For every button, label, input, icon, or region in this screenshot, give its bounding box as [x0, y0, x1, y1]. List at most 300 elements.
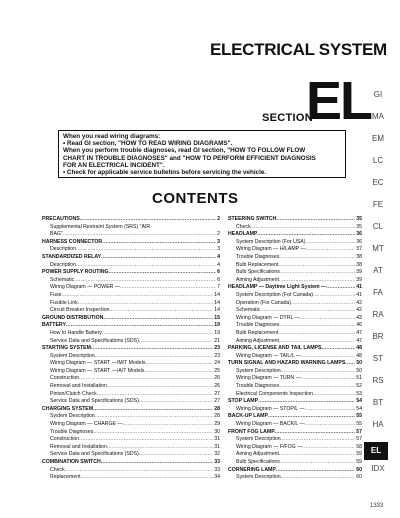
toc-entry-page: 33 [214, 466, 220, 473]
toc-entry[interactable] [228, 239, 362, 247]
toc-entry[interactable] [228, 383, 362, 391]
toc-entry-page: 60 [356, 474, 362, 481]
toc-entry[interactable] [228, 421, 362, 429]
toc-entry[interactable] [42, 216, 220, 224]
toc-entry-label: Aiming Adjustment [236, 337, 279, 344]
toc-entry-page: 15 [214, 314, 220, 321]
toc-entry-label: HARNESS CONNECTOR [42, 238, 103, 245]
toc-entry-page: 2 [217, 216, 220, 222]
toc-entry-page: 38 [356, 253, 362, 260]
toc-entry[interactable] [42, 330, 220, 338]
toc-entry-page: 6 [217, 276, 220, 283]
toc-entry-label: PARKING, LICENSE AND TAIL LAMPS [228, 345, 322, 352]
toc-entry-label: System Description [236, 436, 281, 443]
toc-leader-dots [144, 368, 213, 376]
toc-leader-dots [145, 360, 213, 368]
toc-leader-dots [345, 360, 355, 368]
toc-entry-page: 42 [356, 299, 362, 306]
toc-entry-label: Trouble Diagnoses [236, 253, 280, 260]
toc-entry-label: STEERING SWITCH [228, 216, 277, 222]
toc-entry-page: 42 [356, 307, 362, 314]
toc-entry-page: 35 [356, 223, 362, 230]
toc-entry[interactable] [228, 429, 362, 437]
toc-entry-page: 26 [214, 383, 220, 390]
toc-entry-page: 4 [217, 253, 220, 260]
toc-entry-page: 48 [356, 352, 362, 359]
section-tab-rs[interactable]: RS [372, 376, 384, 385]
toc-leader-dots [79, 375, 213, 383]
section-tab-lc[interactable]: LC [372, 156, 384, 165]
toc-entry[interactable] [228, 307, 362, 315]
toc-entry-page: 28 [214, 413, 220, 420]
toc-entry-label: Trouble Diagnoses [50, 428, 94, 435]
toc-leader-dots [280, 459, 355, 467]
toc-entry-page: 47 [356, 329, 362, 336]
toc-entry-page: 59 [356, 451, 362, 458]
toc-entry-page: 41 [356, 284, 362, 291]
toc-entry[interactable] [228, 360, 362, 368]
toc-entry[interactable] [42, 239, 220, 247]
toc-entry[interactable] [42, 292, 220, 300]
toc-entry-label: BATTERY [42, 322, 66, 329]
toc-entry-page: 57 [356, 428, 362, 435]
toc-entry-page: 3 [217, 246, 220, 253]
toc-leader-dots [66, 322, 213, 330]
toc-entry-label: FRONT FOG LAMP [228, 428, 275, 435]
toc-entry-page: 50 [356, 360, 362, 367]
toc-entry[interactable] [228, 269, 362, 277]
toc-leader-dots [139, 451, 213, 459]
toc-entry-page: 14 [214, 307, 220, 314]
toc-entry-label: Wiring Diagram — CHARGE — [50, 421, 123, 428]
toc-entry[interactable] [42, 284, 220, 292]
toc-entry-label: Wiring Diagram — POWER — [50, 284, 121, 291]
toc-entry-label: Construction [50, 436, 80, 443]
toc-entry-label: HEADLAMP — Daytime Light System — [228, 284, 327, 291]
toc-entry[interactable] [228, 216, 362, 224]
toc-entry[interactable] [42, 254, 220, 262]
toc-entry-label: Service Data and Specifications (SDS) [50, 451, 139, 458]
toc-leader-dots [301, 353, 355, 361]
notice-line: FOR AN ELECTRICAL INCIDENT". [63, 161, 165, 169]
toc-leader-dots [120, 284, 216, 292]
toc-entry-page: 60 [356, 466, 362, 473]
toc-entry[interactable] [42, 451, 220, 459]
toc-leader-dots [279, 383, 355, 391]
toc-entry-page: 32 [214, 451, 220, 458]
toc-entry-page: 30 [214, 428, 220, 435]
toc-entry-label: BAG" [50, 231, 63, 238]
toc-entry-page: 24 [214, 360, 220, 367]
toc-leader-dots [306, 246, 356, 254]
toc-entry[interactable] [42, 368, 220, 376]
toc-entry-page: 54 [356, 405, 362, 412]
section-tab-mt[interactable]: MT [372, 244, 384, 253]
toc-leader-dots [76, 262, 216, 270]
toc-entry[interactable] [228, 375, 362, 383]
toc-entry-label: How to Handle Battery [50, 329, 102, 336]
toc-entry[interactable] [42, 322, 220, 330]
toc-leader-dots [95, 413, 214, 421]
toc-entry[interactable] [228, 451, 362, 459]
toc-leader-dots [276, 467, 355, 475]
toc-leader-dots [305, 239, 355, 247]
toc-leader-dots [103, 315, 213, 323]
toc-leader-dots [280, 269, 355, 277]
toc-entry-page: 43 [356, 314, 362, 321]
toc-leader-dots [109, 269, 217, 277]
toc-leader-dots [279, 338, 355, 346]
document-title: ELECTRICAL SYSTEM [210, 40, 387, 59]
toc-entry[interactable] [228, 368, 362, 376]
section-tab-ma[interactable]: MA [372, 112, 384, 121]
toc-entry[interactable] [228, 330, 362, 338]
toc-entry[interactable] [228, 474, 362, 482]
section-tab-cl[interactable]: CL [372, 222, 384, 231]
toc-entry-label: Description [50, 261, 76, 268]
toc-entry-page: 14 [214, 299, 220, 306]
toc-entry-label: Bulb Replacement [236, 329, 279, 336]
toc-entry[interactable] [42, 345, 220, 353]
toc-leader-dots [258, 398, 355, 406]
toc-entry[interactable] [228, 224, 362, 232]
toc-leader-dots [81, 474, 214, 482]
toc-entry-label: COMBINATION SWITCH [42, 459, 101, 465]
toc-entry[interactable] [228, 322, 362, 330]
toc-entry[interactable] [42, 391, 220, 399]
toc-entry-page: 39 [356, 276, 362, 283]
toc-entry-label: System Description (For USA) [236, 238, 306, 245]
toc-entry-label: PRECAUTIONS [42, 216, 80, 222]
toc-entry-page: 21 [214, 337, 220, 344]
toc-entry-label: System Description [50, 352, 95, 359]
section-tab-br[interactable]: BR [372, 332, 384, 341]
section-tab-gi[interactable]: GI [373, 90, 383, 99]
toc-leader-dots [300, 315, 355, 323]
toc-entry-label: HEADLAMP [228, 231, 258, 238]
toc-entry[interactable] [228, 353, 362, 361]
toc-entry-label: Operation (For Canada) [236, 299, 292, 306]
toc-entry[interactable] [42, 338, 220, 346]
toc-leader-dots [281, 368, 356, 376]
contents-heading: CONTENTS [152, 190, 239, 207]
toc-leader-dots [80, 216, 216, 224]
toc-entry-page: 41 [356, 291, 362, 298]
toc-leader-dots [281, 436, 356, 444]
toc-entry[interactable] [228, 292, 362, 300]
toc-leader-dots [76, 246, 216, 254]
toc-entry[interactable] [228, 315, 362, 323]
toc-entry-label: Wiring Diagram — H/LAMP — [236, 246, 306, 253]
toc-entry-label: CORNERING LAMP [228, 466, 276, 473]
section-tab-fe[interactable]: FE [372, 200, 384, 209]
section-tab-ra[interactable]: RA [372, 310, 384, 319]
toc-leader-dots [305, 421, 356, 429]
toc-entry-page: 27 [214, 390, 220, 397]
toc-leader-dots [313, 391, 355, 399]
toc-leader-dots [74, 277, 216, 285]
toc-entry[interactable] [42, 398, 220, 406]
toc-entry-page: 4 [217, 261, 220, 268]
toc-entry-page: 47 [356, 337, 362, 344]
toc-leader-dots [268, 413, 355, 421]
toc-entry[interactable] [42, 353, 220, 361]
toc-entry-label: Bulb Specifications [236, 459, 280, 465]
section-tab-bt[interactable]: BT [372, 398, 384, 407]
toc-entry-label: Wiring Diagram — DTRL — [236, 314, 300, 321]
toc-entry-label: Check [50, 466, 65, 473]
toc-entry-page: 31 [214, 436, 220, 443]
toc-entry-label: Supplemental Restraint System (SRS) "AIR [50, 223, 151, 230]
toc-entry-page: 37 [356, 246, 362, 253]
section-tab-em[interactable]: EM [372, 134, 384, 143]
section-code: EL [306, 71, 372, 131]
toc-entry[interactable] [42, 269, 220, 277]
toc-left-column [42, 216, 220, 482]
toc-leader-dots [291, 300, 355, 308]
toc-entry[interactable] [42, 436, 220, 444]
toc-leader-dots [101, 254, 216, 262]
toc-entry-page: 54 [356, 398, 362, 405]
toc-leader-dots [139, 338, 213, 346]
toc-entry[interactable] [42, 406, 220, 414]
toc-entry-label: Electrical Components Inspection [236, 390, 313, 397]
toc-right-column [228, 216, 362, 482]
toc-entry-label: Wiring Diagram — START —/M/T Models [50, 360, 146, 367]
toc-leader-dots [302, 444, 355, 452]
toc-leader-dots [93, 429, 213, 437]
toc-entry[interactable] [228, 406, 362, 414]
toc-entry-label: Replacement [50, 474, 81, 481]
toc-entry[interactable] [228, 284, 362, 292]
toc-entry-label: Aiming Adjustment [236, 451, 279, 458]
page-number: 1333 [370, 503, 384, 509]
toc-entry-page: 14 [214, 291, 220, 298]
toc-entry-page: 36 [356, 231, 362, 238]
toc-entry-label: Trouble Diagnoses [236, 383, 280, 390]
toc-entry-page: 55 [356, 421, 362, 428]
section-label: SECTION [262, 112, 313, 124]
notice-line: • Read GI section, "HOW TO READ WIRING DIAGRAMS". [63, 140, 233, 148]
toc-entry-page: 3 [217, 238, 220, 245]
toc-leader-dots [321, 345, 355, 353]
toc-entry[interactable] [42, 421, 220, 429]
toc-entry-label: Bulb Specifications [236, 269, 280, 276]
toc-leader-dots [279, 277, 355, 285]
toc-entry-page: 55 [356, 413, 362, 420]
toc-entry-label: System Description (For Canada) [236, 291, 313, 298]
toc-entry[interactable] [228, 459, 362, 467]
toc-entry-label: Removal and Installation [50, 383, 107, 390]
toc-leader-dots [251, 224, 356, 232]
toc-entry[interactable] [228, 254, 362, 262]
toc-entry-page: 6 [217, 269, 220, 276]
toc-leader-dots [281, 474, 356, 482]
toc-leader-dots [275, 429, 356, 437]
toc-leader-dots [107, 444, 213, 452]
toc-entry-label: Wiring Diagram — STOP/L — [236, 405, 305, 412]
toc-entry-label: Bulb Replacement [236, 261, 279, 268]
toc-entry-page: 50 [356, 367, 362, 374]
toc-entry[interactable] [228, 246, 362, 254]
toc-entry-page: 39 [356, 269, 362, 276]
toc-entry[interactable] [228, 444, 362, 452]
toc-entry-label: STOP LAMP [228, 398, 259, 405]
toc-entry[interactable] [42, 315, 220, 323]
toc-entry-label: Trouble Diagnoses [236, 322, 280, 329]
section-tab-ha[interactable]: HA [372, 420, 384, 429]
toc-entry[interactable] [228, 391, 362, 399]
toc-leader-dots [139, 398, 213, 406]
toc-entry-label: System Description [236, 474, 281, 481]
toc-leader-dots [278, 330, 355, 338]
toc-entry-label: STANDARDIZED RELAY [42, 253, 102, 260]
toc-entry[interactable] [42, 413, 220, 421]
toc-entry-label: Fuse [50, 291, 62, 298]
toc-entry[interactable] [228, 436, 362, 444]
toc-entry[interactable] [42, 474, 220, 482]
toc-entry-page: 46 [356, 322, 362, 329]
toc-entry-page: 59 [356, 459, 362, 465]
toc-entry-label: Pinion/Clutch Check [50, 390, 97, 397]
toc-leader-dots [279, 254, 355, 262]
toc-leader-dots [102, 239, 216, 247]
section-tab-fa[interactable]: FA [373, 288, 383, 297]
toc-entry-label: Check [236, 223, 251, 230]
notice-line: When you read wiring diagrams: [63, 133, 161, 140]
toc-leader-dots [326, 284, 355, 292]
toc-entry-page: 29 [214, 421, 220, 428]
toc-entry-page: 7 [217, 284, 220, 291]
toc-entry[interactable] [42, 459, 220, 467]
toc-entry-page: 48 [356, 345, 362, 352]
toc-entry[interactable] [42, 277, 220, 285]
toc-entry-label: BACK-UP LAMP [228, 413, 268, 420]
toc-entry[interactable] [42, 375, 220, 383]
toc-entry[interactable] [42, 224, 220, 232]
toc-entry[interactable] [42, 467, 220, 475]
toc-entry-label: Wiring Diagram — F/FOG — [236, 443, 303, 450]
toc-entry-label: Aiming Adjustment [236, 276, 279, 283]
section-tab-ec[interactable]: EC [372, 178, 384, 187]
toc-entry[interactable] [228, 262, 362, 270]
toc-entry-page: 2 [217, 231, 220, 238]
toc-leader-dots [65, 467, 214, 475]
toc-entry-page: 58 [356, 443, 362, 450]
toc-leader-dots [279, 451, 355, 459]
notice-line: CHART IN TROUBLE DIAGNOSES" and "HOW TO PERFORM EFFICIENT DIAGNOSIS [63, 154, 316, 162]
toc-entry-page: 38 [356, 261, 362, 268]
toc-leader-dots [102, 330, 213, 338]
toc-entry-label: Construction [50, 375, 80, 382]
toc-leader-dots [91, 345, 213, 353]
toc-entry[interactable] [42, 300, 220, 308]
toc-entry-page: 34 [214, 474, 220, 481]
toc-entry[interactable] [228, 467, 362, 475]
toc-entry[interactable] [42, 231, 220, 239]
toc-entry-label: Wiring Diagram — TAIL/L — [236, 352, 302, 359]
toc-leader-dots [123, 421, 214, 429]
toc-entry-page: 23 [214, 352, 220, 359]
toc-entry-label: CHARGING SYSTEM [42, 405, 94, 412]
toc-entry-label: Circuit Breaker Inspection [50, 307, 110, 314]
toc-leader-dots [109, 307, 213, 315]
toc-entry-label: STARTING SYSTEM [42, 345, 91, 352]
toc-entry[interactable] [42, 246, 220, 254]
section-tab-el[interactable]: EL [364, 442, 388, 460]
toc-entry[interactable] [42, 383, 220, 391]
section-tab-at[interactable]: AT [373, 266, 383, 275]
toc-entry-page: 57 [356, 436, 362, 443]
toc-entry-label: Schematic [236, 307, 261, 314]
toc-entry-label: GROUND DISTRIBUTION [42, 314, 104, 321]
toc-entry-label: TURN SIGNAL AND HAZARD WARNING LAMPS [228, 360, 346, 367]
toc-entry-page: 23 [214, 345, 220, 352]
toc-entry-label: Service Data and Specifications (SDS) [50, 398, 139, 405]
toc-entry-page: 28 [214, 405, 220, 412]
toc-entry[interactable] [42, 360, 220, 368]
section-tab-idx[interactable]: IDX [371, 464, 385, 473]
toc-entry[interactable] [228, 413, 362, 421]
toc-leader-dots [95, 353, 214, 361]
toc-leader-dots [97, 391, 214, 399]
toc-leader-dots [260, 307, 355, 315]
toc-entry-label: Fusible Link [50, 299, 78, 306]
section-tab-st[interactable]: ST [372, 354, 384, 363]
toc-entry-label: Description [50, 246, 76, 253]
toc-entry-page: 53 [356, 390, 362, 397]
toc-entry[interactable] [42, 444, 220, 452]
toc-entry-page: 19 [214, 329, 220, 336]
toc-entry-page: 35 [356, 216, 362, 222]
toc-entry-page: 51 [356, 375, 362, 382]
toc-entry-label: Wiring Diagram — START —/A/T Models [50, 367, 145, 374]
toc-entry-label: Wiring Diagram — BACK/L — [236, 421, 305, 428]
toc-entry[interactable] [228, 338, 362, 346]
toc-entry-page: 33 [214, 459, 220, 465]
toc-entry-page: 25 [214, 367, 220, 374]
toc-entry[interactable] [42, 307, 220, 315]
toc-leader-dots [313, 292, 355, 300]
toc-entry-page: 26 [214, 375, 220, 382]
toc-entry[interactable] [42, 262, 220, 270]
toc-leader-dots [301, 375, 355, 383]
toc-entry-page: 27 [214, 398, 220, 405]
toc-entry-label: Removal and Installation [50, 443, 107, 450]
toc-entry[interactable] [228, 300, 362, 308]
toc-entry[interactable] [42, 429, 220, 437]
notice-line: • Check for applicable service bulletins before servicing the vehicle. [63, 169, 267, 177]
toc-entry-page: 31 [214, 443, 220, 450]
toc-leader-dots [101, 459, 214, 467]
toc-leader-dots [93, 406, 213, 414]
toc-entry[interactable] [228, 398, 362, 406]
toc-entry[interactable] [228, 277, 362, 285]
toc-leader-dots [278, 262, 355, 270]
toc-entry[interactable] [228, 345, 362, 353]
toc-leader-dots [305, 406, 356, 414]
toc-entry[interactable] [228, 231, 362, 239]
toc-entry-page: 19 [214, 322, 220, 329]
toc-entry-label: Wiring Diagram — TURN — [236, 375, 301, 382]
toc-leader-dots [279, 322, 355, 330]
toc-entry-label: System Description [50, 413, 95, 420]
toc-leader-dots [62, 292, 214, 300]
toc-entry-page: 52 [356, 383, 362, 390]
toc-leader-dots [79, 436, 213, 444]
toc-leader-dots [257, 231, 355, 239]
toc-entry-label: System Description [236, 367, 281, 374]
